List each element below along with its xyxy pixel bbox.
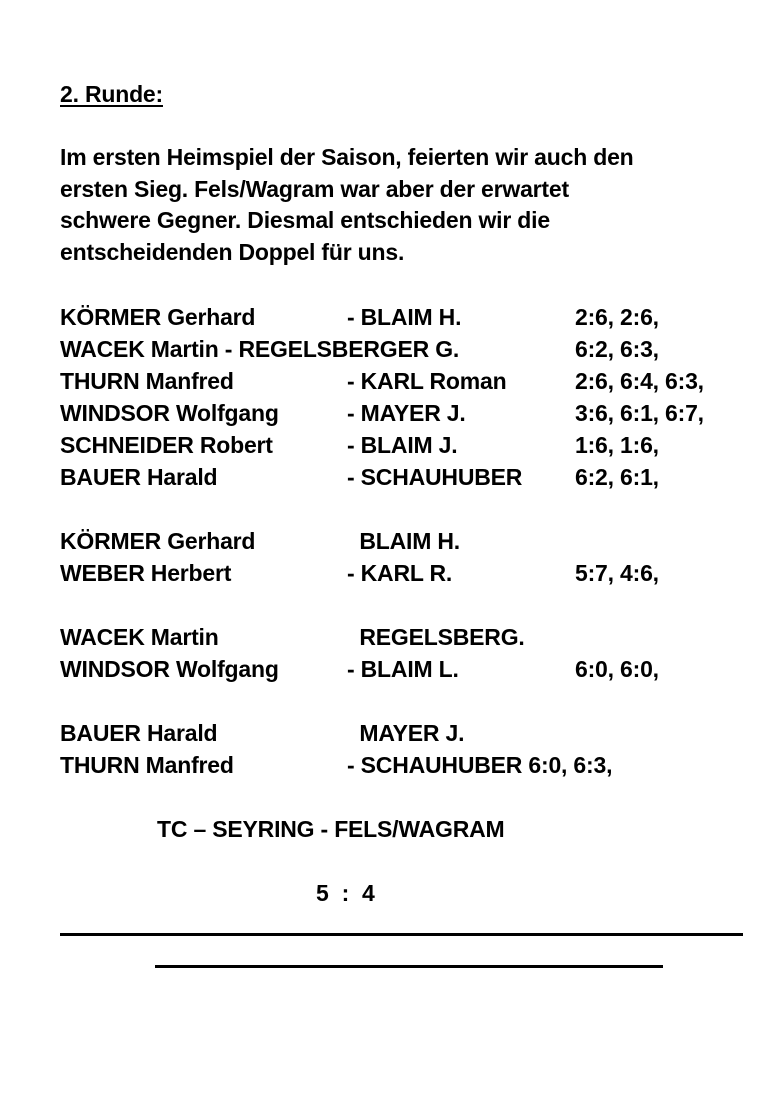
singles-match-row: [0, 461, 771, 493]
match-score: 1:6, 1:6,: [575, 432, 659, 458]
round-heading: 2. Runde:: [60, 81, 163, 107]
home-player: WINDSOR Wolfgang: [60, 400, 279, 426]
home-player: WINDSOR Wolfgang: [60, 656, 279, 682]
away-player: REGELSBERG.: [347, 624, 525, 650]
intro-line: entscheidenden Doppel für uns.: [60, 238, 405, 265]
home-player: BAUER Harald: [60, 720, 218, 746]
away-player: - KARL Roman: [347, 368, 507, 394]
intro-line: Im ersten Heimspiel der Saison, feierten wir auch den: [60, 144, 634, 170]
home-player: KÖRMER Gerhard: [60, 528, 256, 554]
away-player: - MAYER J.: [347, 400, 466, 426]
away-player: - KARL R.: [347, 560, 453, 586]
final-score: 5 : 4: [316, 880, 375, 906]
match-score: 2:6, 2:6,: [575, 304, 659, 330]
singles-match-row: [0, 365, 771, 397]
doubles-match-row: [0, 621, 771, 653]
away-player: - BLAIM H.: [347, 304, 462, 330]
home-player: WEBER Herbert: [60, 560, 232, 586]
home-player: SCHNEIDER Robert: [60, 432, 273, 458]
intro-line: ersten Sieg. Fels/Wagram war aber der erwartet: [60, 175, 569, 202]
doubles-match-row: [0, 653, 771, 685]
home-player: WACEK Martin: [60, 624, 219, 650]
away-player: - SCHAUHUBER 6:0, 6:3,: [347, 752, 613, 778]
intro-line: schwere Gegner. Diesmal entschieden wir die: [60, 207, 550, 233]
fixture-teams: TC – SEYRING - FELS/WAGRAM: [157, 816, 505, 842]
away-player: - BLAIM J.: [347, 432, 458, 458]
doubles-match-row: [0, 717, 771, 749]
home-player: THURN Manfred: [60, 752, 234, 778]
match-pairing: WACEK Martin - REGELSBERGER G.: [60, 336, 460, 362]
away-player: - SCHAUHUBER: [347, 464, 523, 490]
match-score: 2:6, 6:4, 6:3,: [575, 368, 704, 394]
divider-line-short: [155, 965, 663, 968]
singles-match-row: [0, 429, 771, 461]
singles-match-row: [0, 333, 771, 365]
away-player: MAYER J.: [347, 720, 465, 746]
doubles-match-row: [0, 525, 771, 557]
match-score: 6:2, 6:3,: [575, 336, 659, 362]
match-score: 3:6, 6:1, 6:7,: [575, 400, 704, 426]
singles-match-row: [0, 397, 771, 429]
home-player: KÖRMER Gerhard: [60, 304, 256, 330]
singles-match-row: [0, 301, 771, 333]
intro-paragraph: [60, 142, 750, 268]
match-score: 6:2, 6:1,: [575, 464, 659, 490]
home-player: THURN Manfred: [60, 368, 234, 394]
match-score: 5:7, 4:6,: [575, 560, 659, 586]
divider-line: [60, 933, 743, 936]
away-player: BLAIM H.: [347, 528, 460, 554]
match-score: 6:0, 6:0,: [575, 656, 659, 682]
home-player: BAUER Harald: [60, 464, 218, 490]
away-player: - BLAIM L.: [347, 656, 459, 682]
doubles-match-row: [0, 557, 771, 589]
doubles-match-row: [0, 749, 771, 781]
